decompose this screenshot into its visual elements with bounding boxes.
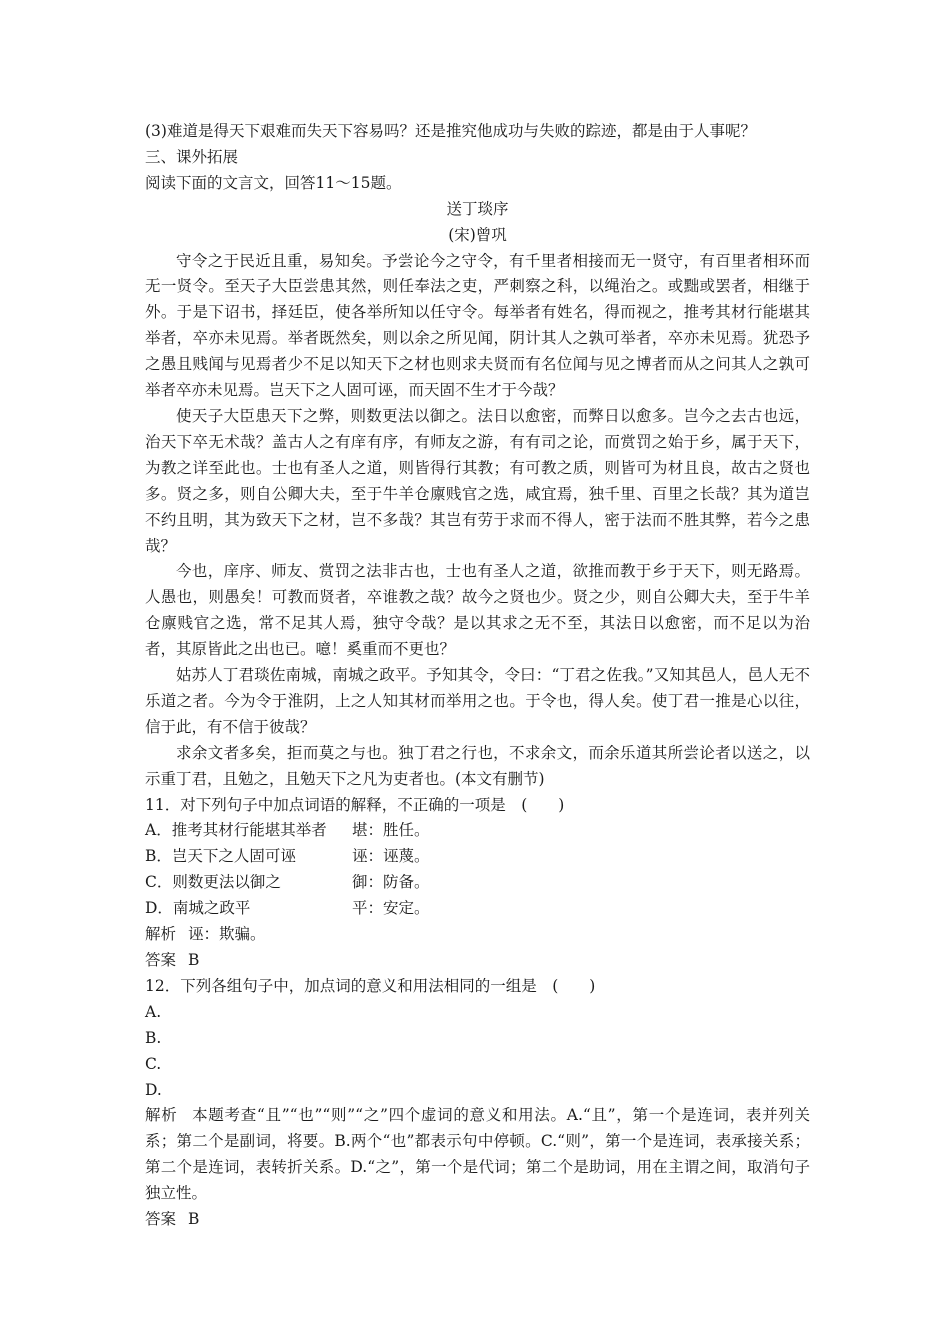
document-content [145, 119, 810, 1233]
q12-answer [145, 1207, 810, 1233]
answer-value: B [188, 1210, 200, 1229]
q11-analysis [145, 922, 810, 948]
q11-option-c [145, 870, 810, 896]
q11-answer [145, 948, 810, 974]
q12-analysis [145, 1103, 810, 1207]
q12-option-b: B. [145, 1028, 162, 1047]
analysis-text: 诬：欺骗。 [188, 925, 266, 944]
article-author: (宋)曾巩 [448, 225, 507, 244]
analysis-label: 解析 [145, 925, 177, 944]
answer-value: B [188, 951, 200, 969]
article-paragraph: 今也，庠序、师友、赏罚之法非古也，士也有圣人之道，欲推而教于乡于天下，则无路焉。人愚也，则愚矣！可教而贤者，卒谁教之哉？故今之贤也少。贤之少，则自公卿大夫，至于牛羊仓廪贱官之选，常不足其人焉，独守令哉？是以其求之无不至，其法日以愈密，而不足以为治者，其原皆此之出也已。噫！奚重而不更也？ [145, 562, 810, 659]
reading-instruction: 阅读下面的文言文，回答11～15题。 [145, 173, 402, 192]
q11-option-d [145, 896, 810, 922]
answer-label: 答案 [145, 951, 177, 969]
article-paragraph: 姑苏人丁君琰佐南城，南城之政平。予知其令，令曰：“丁君之佐我。”又知其邑人，邑人无不乐道之者。今为令于淮阴，上之人知其材而举用之也。于令也，得人矣。使丁君一推是心以往，信于此，有不信于彼哉？ [145, 666, 810, 736]
analysis-text: 本题考查“且”“也”“则”“之”四个虚词的意义和用法。A.“且”，第一个是连词，表并列关系；第二个是副词，将要。B.两个“也”都表示句中停顿。C.“则”，第一个是连词，表承接关系；第二个是连词，表转折关系。D.“之”，第一个是代词；第二个是助词，用在主谓之间，取消句子独立性。 [145, 1106, 810, 1203]
q12-option-a: A. [145, 1002, 162, 1021]
option-gloss: 诬：诬蔑。 [352, 847, 430, 866]
option-text: D．南城之政平 [145, 899, 251, 918]
q12-option-c: C. [145, 1054, 162, 1073]
q11-option-b [145, 844, 810, 870]
q3-answer-line: (3)难道是得天下艰难而失天下容易吗？还是推究他成功与失败的踪迹，都是由于人事呢？ [145, 122, 756, 140]
q11-option-a [145, 818, 810, 844]
option-gloss: 御：防备。 [352, 873, 430, 892]
q12-option-d: D. [145, 1080, 162, 1099]
article-paragraph: 求余文者多矣，拒而莫之与也。独丁君之行也，不求余文，而余乐道其所尝论者以送之，以示重丁君，且勉之，且勉天下之凡为吏者也。(本文有删节) [145, 743, 810, 788]
analysis-label: 解析 [145, 1106, 178, 1125]
article-title: 送丁琰序 [446, 199, 509, 218]
option-text: C．则数更法以御之 [145, 873, 281, 892]
q12-stem: 12．下列各组句子中，加点词的意义和用法相同的一组是 ( ) [145, 976, 596, 995]
option-text: B．岂天下之人固可诬 [145, 847, 296, 866]
q11-stem: 11．对下列句子中加点词语的解释，不正确的一项是 ( ) [145, 795, 565, 814]
option-gloss: 平：安定。 [352, 899, 430, 918]
article-paragraph: 使天子大臣患天下之弊，则数更法以御之。法日以愈密，而弊日以愈多。岂今之去古也远，治天下卒无术哉？盖古人之有庠有序，有师友之游，有有司之论，而赏罚之始于乡，属于天下，为教之详至此也。士也有圣人之道，则皆得行其教；有可教之质，则皆可为材且良，故古之贤也多。贤之多，则自公卿大夫，至于牛羊仓廪贱官之选，咸宜焉，独千里、百里之长哉？其为道岂不约且明，其为致天下之材，岂不多哉？其岂有劳于求而不得人，密于法而不胜其弊，若今之患哉？ [145, 406, 810, 555]
answer-label: 答案 [145, 1210, 177, 1229]
option-text: A．推考其材行能堪其举者 [145, 821, 327, 840]
section-title: 三、课外拓展 [145, 147, 239, 166]
option-gloss: 堪：胜任。 [352, 821, 430, 840]
article-paragraph: 守令之于民近且重，易知矣。予尝论今之守令，有千里者相接而无一贤守，有百里者相环而无一贤令。至天子大臣尝患其然，则任奉法之吏，严刺察之科，以绳治之。或黜或罢者，相继于外。于是下诏书，择廷臣，使各举所知以任守令。每举者有姓名，得而视之，推考其材行能堪其举者，卒亦未见焉。举者既然矣，则以余之所见闻，阴计其人之孰可举者，卒亦未见焉。犹恐予之愚且贱闻与见焉者少不足以知天下之材也则求夫贤而有名位闻与见之博者而从之问其人之孰可举者卒亦未见焉。岂天下之人固可诬，而天固不生才于今哉？ [145, 251, 810, 400]
